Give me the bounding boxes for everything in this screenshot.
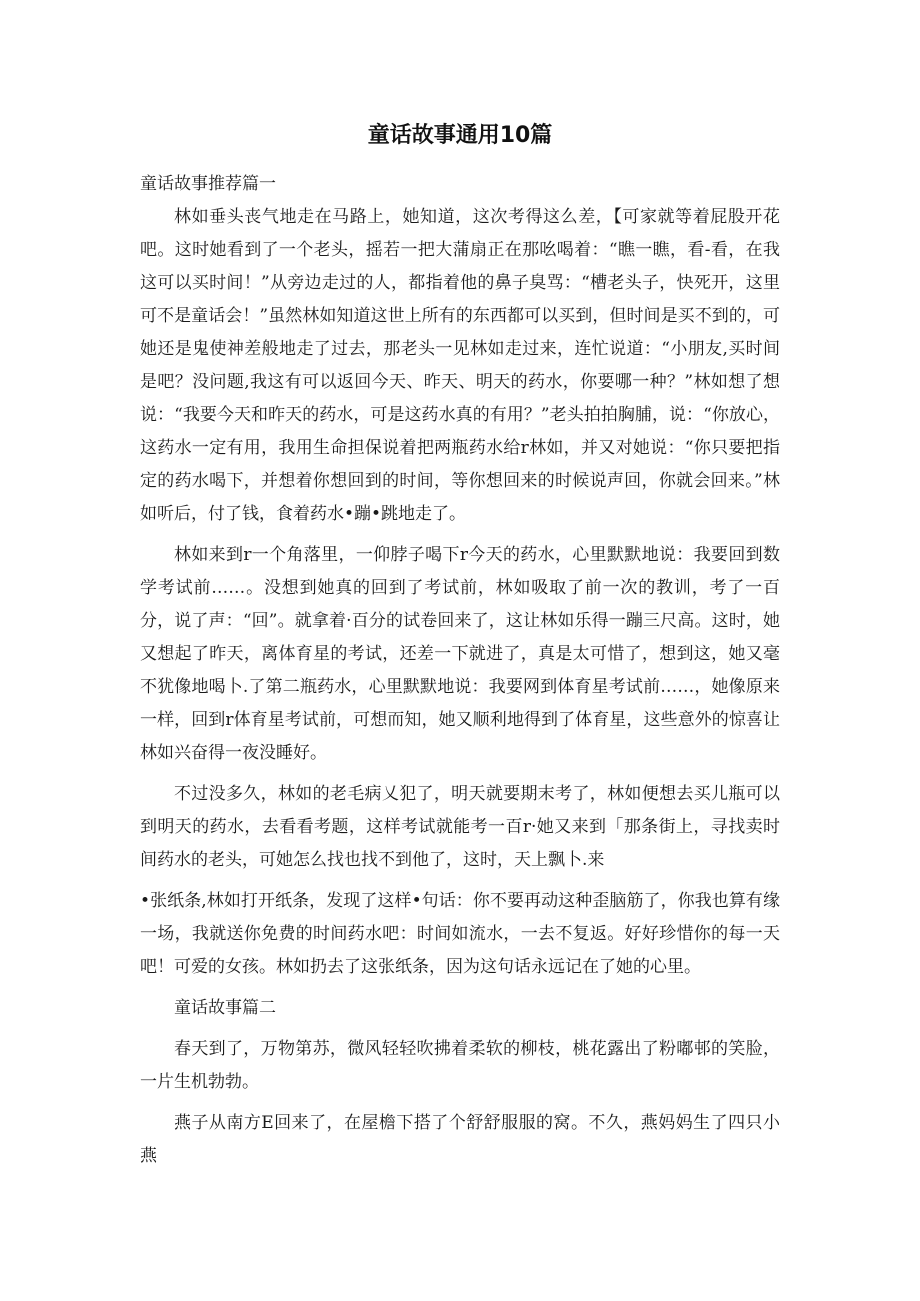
document-body [140,168,780,1173]
section-heading-1: 童话故事推荐篇一 [140,174,276,194]
section-heading-2: 童话故事篇二 [174,998,276,1018]
paragraph: 林如来到r一个角落里，一仰脖子喝下r今天的药水，心里默默地说：我要回到数学考试前……。没想到她真的回到了考试前，林如吸取了前一次的教训，考了一百分，说了声：“回”。就拿着·百分的试卷回来了，这让林如乐得一蹦三尺高。这时，她又想起了昨天，离体育星的考试，还差一下就进了，真是太可惜了，想到这，她又毫不犹像地喝卜.了第二瓶药水，心里默默地说：我要网到体育星考试前……，她像原来一样，回到r体育星考试前，可想而知，她又顺利地得到了体育星，这些意外的惊喜让林如兴奋得一夜没睡好。 [140,545,780,763]
paragraph: 不过没多久，林如的老毛病乂犯了，明天就要期末考了，林如便想去买儿瓶可以到明天的药水，去看看考题，这样考试就能考一百r·她又来到「那条街上，寻找卖时间药水的老头，可她怎么找也找不到他了，这时，天上飘卜.来 [140,784,780,870]
paragraph: 春天到了，万物第苏，微风轻轻吹拂着柔软的柳枝，桃花露出了粉嘟邨的笑脸，一片生机勃勃。 [140,1039,780,1092]
paragraph: 林如垂头丧气地走在马路上，她知道，这次考得这么差，【可家就等着屁股开花吧。这时她看到了一个老头，摇若一把大蒲扇正在那吆喝着：“瞧一瞧，看-看，在我这可以买时间！”从旁边走过的人，都指着他的鼻子臭骂：“槽老头子，快死开，这里可不是童话会！”虽然林如知道这世上所有的东西都可以买到，但时间是买不到的，可她还是鬼使神差般地走了过去，那老头一见林如走过来，连忙说道：“小朋友,买时间是吧？没问题,我这有可以返回今天、昨天、明天的药水，你要哪一种？”林如想了想说：“我要今天和昨天的药水，可是这药水真的有用？”老头拍拍胸脯，说：“你放心，这药水一定有用，我用生命担保说着把两瓶药水给r林如，并又对她说：“你只要把指定的药水喝下，并想着你想回到的时间，等你想回来的时候说声回，你就会回来。”林如听后，付了钱，食着药水•蹦•跳地走了。 [140,207,780,524]
paragraph-continuation: •张纸条,林如打开纸条，发现了这样•句话：你不要再动这种歪脑筋了，你我也算有缘一场，我就送你免费的时间药水吧：时间如流水，一去不复返。好好珍惜你的每一天吧！可爱的女孩。林如扔去了这张纸条，因为这句话永远记在了她的心里。 [140,891,780,977]
paragraph: 燕子从南方E回来了，在屋檐下搭了个舒舒服服的窝。不久，燕妈妈生了四只小燕 [140,1113,780,1166]
document-title: 童话故事通用10篇 [367,123,553,148]
